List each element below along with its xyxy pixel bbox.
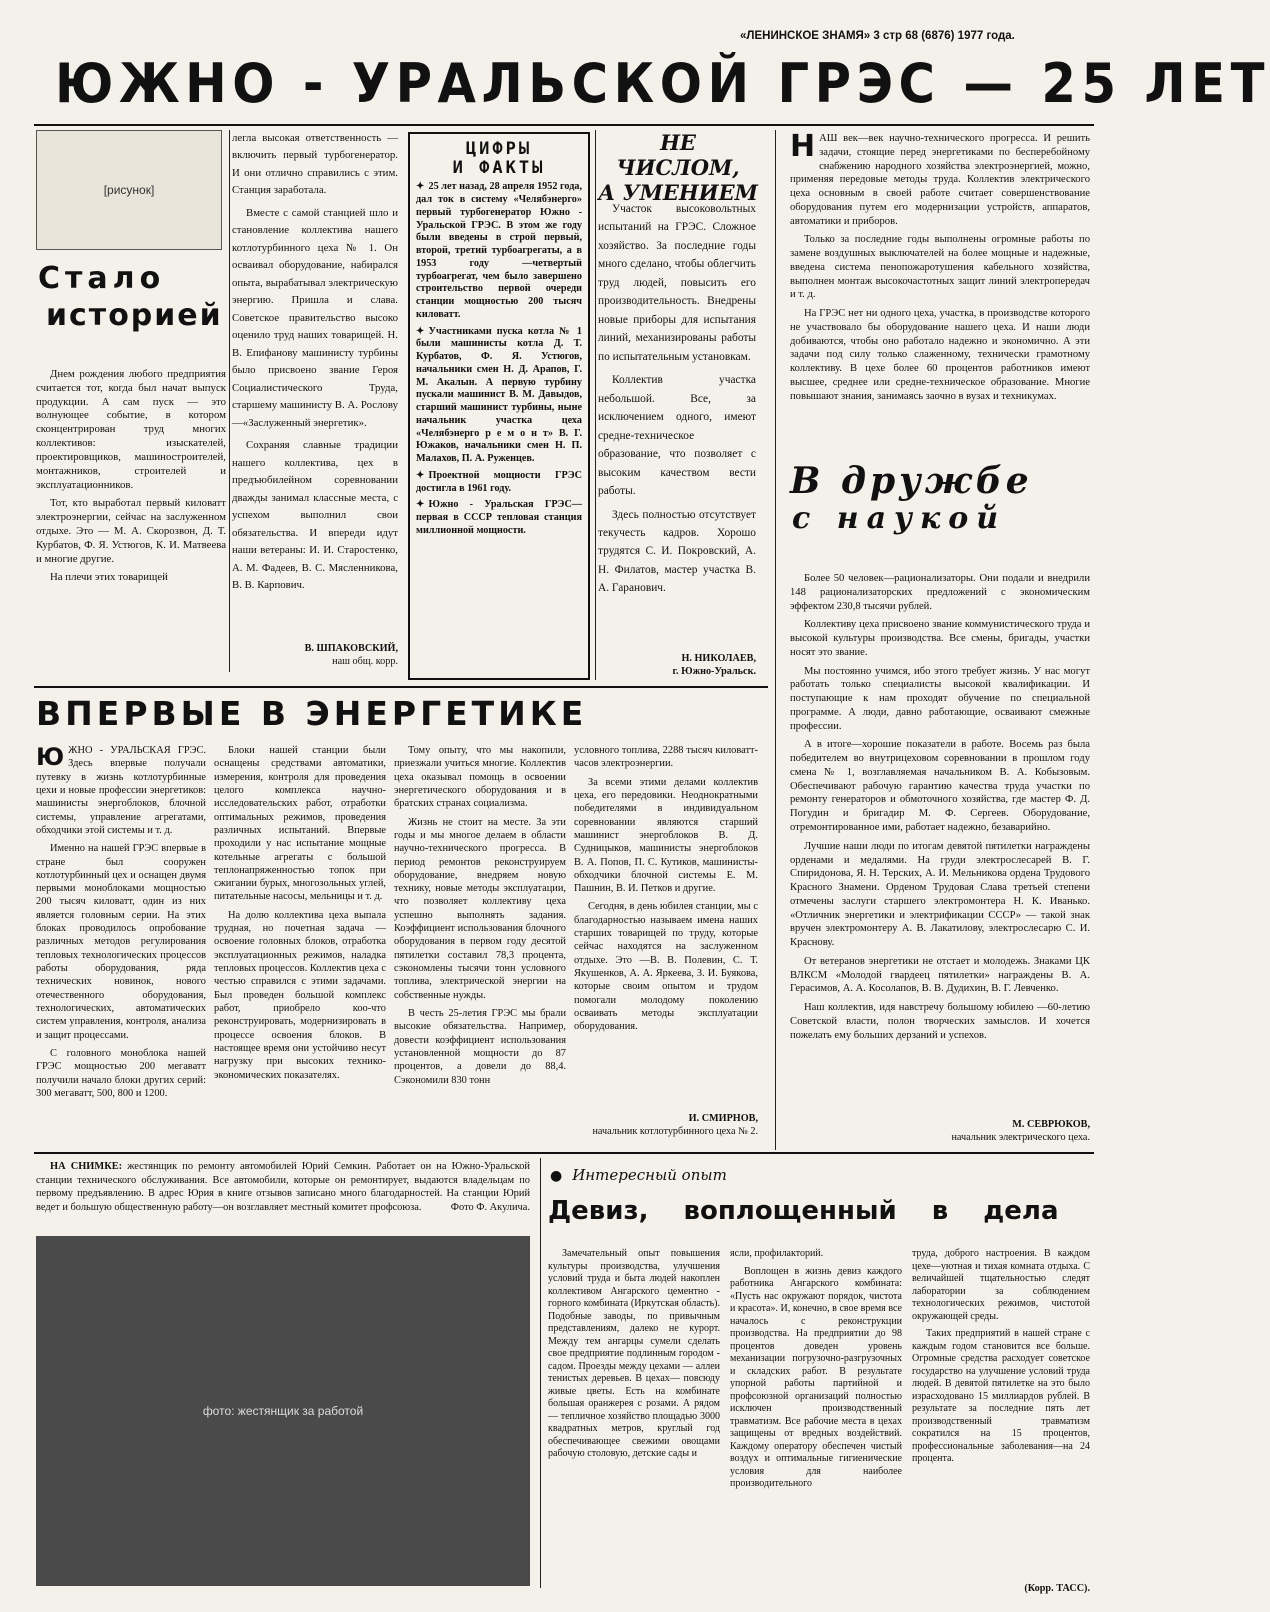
illustration-label: [рисунок] [103,183,155,197]
col5-bottom-para: Коллективу цеха присвоено звание коммунистического труда и высокой культуры производства. Все смены, бригады, участки носят это звание. [790,619,1090,658]
col2-text [232,130,398,600]
facts-title-1: ЦИФРЫ [465,139,533,159]
energy-para: В честь 25-летия ГРЭС мы брали высокие обязательства. Например, довести коэффициент использования установленной мощности до 87 процентов, а довели до 88,4. Сэкономили 830 тонн [394,1007,566,1086]
col5-bottom-text [790,572,1090,1048]
energy-col3 [394,744,566,1092]
headline-rule [34,124,1094,126]
photo-caption [36,1160,530,1214]
arrow-icon: ✦ [416,469,425,481]
photo-credit: Фото Ф. Акулича. [450,1201,530,1213]
motto-col2 [730,1248,902,1496]
col5-heading [790,462,1090,535]
energy-para: Блоки нашей станции были оснащены средствами автоматики, измерения, контроля для проведения целого комплекса научно-исследовательских работ, отработки оптимальных режимов, проведения различных испытаний. Впервые проходили у нас испытание мощные котельные агрегаты с большой теплонапряженностью топок при сжигании бурых, многозольных углей, питательные насосы, мельницы и т. д. [214,745,386,903]
facts-item-text: Проектной мощности ГРЭС достигла в 1961 году. [416,469,582,494]
col5-bottom-para: Более 50 человек—рационализаторы. Они подали и внедрили 148 рационализаторских предложений с экономическим эффектом 230,8 тысячи рублей. [790,573,1090,612]
facts-box [408,132,590,680]
masthead-issue: 3 стр 68 (6876) 1977 года. [873,30,1015,42]
col5-top-para: Только за последние годы выполнены огромные работы по замене воздушных выключателей на более мощные и надежные, введена система пенопожаротушения кабельного хозяйства, выполнен монтаж высокочастотных защит линий электропередач и т. д. [790,234,1090,301]
masthead [740,30,1120,42]
energy-para-text: ЖНО - УРАЛЬСКАЯ ГРЭС. Здесь впервые получали путевку в жизнь котлотурбинные цехи и новые профессии энергетиков: машинисты энергоблоков, блочной системы, управление агрегатами, обходчики этой системы и т. д. [36,745,206,836]
energy-para: Тому опыту, что мы накопили, приезжали учиться многие. Коллектив цеха оказывал помощь в освоении энергетического оборудования и в братских странах социализма. [394,745,566,810]
energy-para: Именно на нашей ГРЭС впервые в стране был сооружен котлотурбинный цех и оснащен двумя первыми моноблоками мощностью 200 тысяч киловатт, один из них является головным серии. На этих блоках проводилось опробование различных методов регулирования тепловых технологических процессов работы оборудования, ряда технических новинок, нового отечественного оборудования, технологических, автоматических систем управления, контроля, анализа и защит процессами. [36,843,206,1041]
arrow-icon: ✦ [416,181,425,193]
photo-caption-lead: НА СНИМКЕ: [50,1161,123,1172]
col5-bottom-para: Лучшие наши люди по итогам девятой пятилетки награждены орденами и медалями. На груди электрослесарей В. Г. Спиридонова, Я. Н. Терских, А. И. Мельникова ордена Трудового Красного Знамени. Орденом Трудовая Слава третьей степени отмечены заслуги старшего электромонтера Н. К. Иванько. «Отличник энергетики и электрификации СССР» — такой знак вручен электромонтеру А. В. Лакатилову, электрослесарю С. И. Краснову. [790,840,1090,949]
col5-heading-line1: В дружбе [790,460,1033,502]
arrow-icon: ✦ [416,325,425,337]
facts-item-text: Южно - Уральская ГРЭС—первая в СССР тепловая станция миллионной мощности. [416,499,582,536]
col4-para: Участок высоковольтных испытаний на ГРЭС. Сложное хозяйство. За последние годы много сделано, чтобы облегчить труд людей, повысить его производительность. Внедрены новые приборы для испытания линий, механизированы работы по испытательным установкам. [598,203,756,363]
motto-col1 [548,1248,720,1466]
drop-cap: Н [790,129,816,164]
illustration-drawing [36,130,222,250]
col4-heading [598,130,758,206]
col5-top-para: На ГРЭС нет ни одного цеха, участка, в производстве которого не участвовало бы оборудование нашего цеха. И наши люди добиваются, чтобы оно работало надежно и экономично. А эти задачи под силу только слаженному, технически грамотному коллективу. В цехе более 60 процентов работников имеют высшее, среднее или средне-техническое образование. Многие повышают знания, занимаясь заочно в вузах и техникумах. [790,308,1090,402]
col2-para: легла высокая ответственность — включить первый турбогенератор. И они отлично справились с этим. Станция заработала. [232,132,398,197]
facts-item [416,499,582,537]
motto-para: ясли, профилакторий. [730,1248,824,1259]
col5-sig-name: М. СЕВРЮКОВ, [1012,1119,1090,1130]
col4-sig-role: г. Южно-Уральск. [672,666,756,678]
energy-sig-name: И. СМИРНОВ, [688,1113,758,1124]
section-rule [34,686,768,688]
energy-headline: ВПЕРВЫЕ В ЭНЕРГЕТИКЕ [36,694,588,733]
col5-bottom-para: От ветеранов энергетики не отстает и молодежь. Знаками ЦК ВЛКСМ «Молодой гвардеец пятилетки» награждены В. А. Герасимов, А. А. Косолапов, В. В. Дудихин, В. Г. Левченко. [790,955,1090,995]
facts-item-text: Участниками пуска котла № 1 были машинисты котла Д. Т. Курбатов, Ф. Я. Устюгов, начальники смен Н. Д. Арапов, Г. М. Акалын. А первую турбину пускали машинист В. М. Давыдов, старший машинист турбины, ныне начальник участка цеха «Челябэнерго р е м о н т» В. Г. Южаков, начальники смен Н. П. Малахов, П. А. Руженцев. [416,325,582,465]
column-rule [229,130,230,672]
photo-caption-text: жестянщик по ремонту автомобилей Юрий Семкин. Работает он на Южно-Уральской станции технического обслуживания. Все автомобили, которые он ремонтирует, выдаются владельцам по первому предъявлению. В адрес Юрия в книге отзывов записано много благодарностей. На станции Юрий ведет и большую общественную работу—он возглавляет местный комитет профсоюза. [36,1161,530,1213]
motto-col3 [912,1248,1090,1471]
energy-para: С головного моноблока нашей ГРЭС мощностью 200 мегаватт получили начало блоки других серий: 300 мегаватт, 500, 800 и 1200. [36,1047,206,1099]
photo-placeholder [36,1236,530,1586]
energy-para: Жизнь не стоит на месте. За эти годы и мы многое делаем в области научно-технического прогресса. В период ремонтов реконструируем оборудование, внедряем новую технику, новые методы эксплуатации, что позволяет коллективу цеха успешно выполнять задания. Коэффициент использования блочного оборудования в первом году десятой пятилетки составил 78,3 процента, сэкономлены тысячи тонн условного топлива, электрической энергии на собственные нужды. [394,816,566,1001]
energy-col1 [36,744,206,1105]
motto-para: Таких предприятий в нашей стране с каждым годом становится все больше. Огромные средства расходует советское государство на улучшение условий труда людей. В девятой пятилетке на это было израсходовано 15 миллиардов рублей. В результате за последние пять лет производственный травматизм сократился на 15 процентов, профессиональные заболевания—на 24 процента. [912,1328,1090,1464]
col1-heading [38,262,228,334]
col1-para: Днем рождения любого предприятия считается тот, когда был начат выпуск продукции. А сам пуск — это волнующее событие, в котором сконцентрирован труд многих коллективов: изыскателей, проектировщиков, машиностроителей, монтажников, строителей и эксплуатационников. [36,368,226,491]
col2-sig-role: наш общ. корр. [332,656,398,668]
facts-item-text: 25 лет назад, 28 апреля 1952 года, дал ток в систему «Челябэнерго» первый турбогенератор Южно - Уральской ГРЭС. В этом же году были введены в строй первый, второй, третий турбоагрегаты, а в 1953 году —четвертый турбоагрегат, чем было завершено строительство первой очереди станции мощностью 200 тысяч киловатт. [416,181,582,320]
col2-sig-name: В. ШПАКОВСКИЙ, [304,643,398,654]
col5-heading-line2: с наукой [792,500,1007,536]
drop-cap: Ю [36,743,65,771]
main-headline: ЮЖНО - УРАЛЬСКОЙ ГРЭС — 25 ЛЕТ [55,52,1270,115]
col4-sig-name: Н. НИКОЛАЕВ, [681,653,756,664]
col4-para: Коллектив участка небольшой. Все, за исключением одного, имеют средне-техническое образование, что позволяет с высоким качеством вести работы. [598,374,756,498]
motto-para: труда, доброго настроения. В каждом цехе—уютная и тихая комната отдыха. С величайшей тщательностью следят лаборатории за соблюдением технологических режимов, чистотой окружающей среды. [912,1248,1090,1322]
col2-para: Вместе с самой станцией шло и становление коллектива нашего котлотурбинного цеха № 1. Он осваивал оборудование, набирался опыта, вырабатывал электрическую энергию. Пришла и слава. Советское правительство высоко оценило труд наших товарищей. Н. В. Епифанову машинисту турбины было присвоено звание Героя Социалистического Труда, старшему машинисту В. А. Рослову—«Заслуженный энергетик». [232,206,398,429]
col5-top-para-text: АШ век—век научно-технического прогресса. И решить задачи, стоящие перед энергетиками по бесперебойному снабжению народного хозяйства электроэнергией, можно, применяя передовые методы труда. Коллектив электрического цеха основным в своей работе считает совершенствование оборудования путем его модернизации устройств, аппаратов, автоматики и приборов. [790,133,1090,227]
col2-signature [232,642,398,669]
facts-list [416,181,582,537]
motto-kicker-row [550,1166,1090,1184]
col5-top-text [790,129,1090,409]
energy-para: Сегодня, в день юбилея станции, мы с благодарностью называем имена наших старших товарищей по труду, которые сейчас находятся на заслуженном отдыхе. Это —В. В. Полевин, С. Т. Якушенков, А. А. Яркеева, З. И. Буякова, которые своим опытом и трудом помогали молодому поколению осваивать методы эксплуатации оборудования. [574,901,758,1033]
col1-para: Тот, кто выработал первый киловатт электроэнергии, сейчас на заслуженном отдыхе. Это — М. А. Скорозвон, Д. Т. Курбатов, Ф. Я. Устюгов, К. И. Матвеева и многие другие. [36,497,226,565]
motto-credit: (Корр. ТАСС). [1024,1583,1090,1594]
facts-item [416,181,582,321]
facts-title-2: И ФАКТЫ [452,157,546,178]
col1-text [36,368,226,590]
col1-para: На плечи этих товарищей [50,571,168,584]
col5-bottom-para: Наш коллектив, идя навстречу большому юбилею —60-летию Советской власти, полон творческих замыслов. И хочется пожелать ему больших дерзаний и успехов. [790,1002,1090,1041]
col4-signature [598,652,756,679]
col4-text [598,200,756,603]
col5-signature [790,1118,1090,1145]
col5-bottom-para: Мы постоянно учимся, ибо этого требует жизнь. У нас могут работать только специалисты высокой квалификации. И поступающие к нам проходят обучение по специальной программе. А люди, давно работающие, осваивают смежные профессии. [790,665,1090,732]
col4-heading-line1: НЕ ЧИСЛОМ, [616,130,740,181]
energy-signature [574,1112,758,1139]
energy-para: На долю коллектива цеха выпала трудная, но почетная задача — освоение головных блоков, отработка эксплуатационных режимов, наладка тепловых процессов. Коллектив цеха с честью справился с этими задачами. Был проведен большой комплекс работ, приобрело коо-что реконструировать, модернизировать в процессе освоения блоков. В настоящее время они устойчиво несут нагрузку при высоких технико-экономических показателях. [214,909,386,1081]
energy-para: условного топлива, 2288 тысяч киловатт-часов электроэнергии. [574,745,758,770]
col2-para: Сохраняя славные традиции нашего коллектива, цех в предъюбилейном соревновании дважды занимал классные места, с успехом выполнил свои обязательства. И впереди идут наши ветераны: И. И. Старостенко, А. М. Фадеев, В. С. Мясленникова, В. В. Карпович. [232,439,398,592]
col5-sig-role: начальник электрического цеха. [951,1132,1090,1144]
energy-para: За всеми этими делами коллектив цеха, его передовики. Неоднократными победителями в индивидуальном соревновании являются старший машинист энергоблоков В. Д. Судницыков, машинисты энергоблоков В. А. Попов, П. С. Кутиков, машинисты-обходчики блочной системы Е. М. Пашнин, В. И. Петков и другие. [574,776,758,895]
motto-para: Воплощен в жизнь девиз каждого работника Ангарского комбината: «Пусть нас окружают порядок, чистота и красота». И, конечно, в свое время все началось с реконструкции производства. На предприятии до 98 процентов доведен уровень механизации погрузочно-разгрузочных и складских работ. В результате упорной работы партийной и профсоюзной организаций полностью исключен производственный травматизм. Все рабочие места в цехах защищены от вредных воздействий. Каждому оператору обеспечен чистый воздух и оптимальные гигиенические условия для наиболее производительного [730,1265,902,1489]
column-rule [595,130,596,680]
column-rule [540,1158,541,1588]
motto-para: Замечательный опыт повышения культуры производства, улучшения условий труда и быта людей накоплен коллективом Ангарского цементно - горного комбината (Иркутская область). Подобные заводы, по привычным представлениям, далеко не курорт. Между тем ангарцы сумели сделать свое предприятие подлинным городом - садом. Проезды между цехами — аллеи тенистых деревьев. В цехах— повсюду живые цветы. Есть на комбинате большая оранжерея с розами. А рядом — тепличное хозяйство площадью 3000 квадратных метров, круглый год обеспечивающее свежими овощами рабочую столовую, детские сады и [548,1248,720,1459]
energy-para [36,744,206,837]
motto-headline: Девиз, воплощенный в дела [548,1196,1059,1226]
col4-heading-line2: А УМЕНИЕМ [598,180,758,206]
column-rule [775,130,776,1150]
facts-item [416,326,582,466]
energy-col4 [574,744,758,1039]
bullet-icon: ● [550,1168,563,1184]
col5-top-para [790,129,1090,228]
section-rule [34,1152,1094,1154]
facts-item [416,470,582,496]
col4-para: Здесь полностью отсутствует текучесть кадров. Хорошо трудятся С. И. Покровский, А. Н. Филатов, мастер участка В. А. Гаранович. [598,508,756,595]
energy-sig-role: начальник котлотурбинного цеха № 2. [592,1126,758,1138]
masthead-paper: «ЛЕНИНСКОЕ ЗНАМЯ» [740,30,871,42]
arrow-icon: ✦ [416,499,425,511]
energy-col2 [214,744,386,1087]
col5-bottom-para: А в итоге—хорошие показатели в работе. Восемь раз была победителем во внутрицеховом соревновании в прошлом году смена № 1, возглавляемая начальником В. А. Кобызовым. Обеспечивают рабочую гарантию качества труда участки по ремонту генераторов и обмоточного хозяйства, где мастер Ф. Д. Погудин и бригадир М. Ф. Сергеев. Оборудование, отремонтированное ими, работает надежно, безаварийно. [790,739,1090,834]
col1-heading-line1: Стало [38,261,166,296]
col1-heading-line2: историей [46,297,223,333]
motto-kicker: Интересный опыт [572,1166,727,1184]
photo-placeholder-label: фото: жестянщик за работой [202,1404,364,1418]
